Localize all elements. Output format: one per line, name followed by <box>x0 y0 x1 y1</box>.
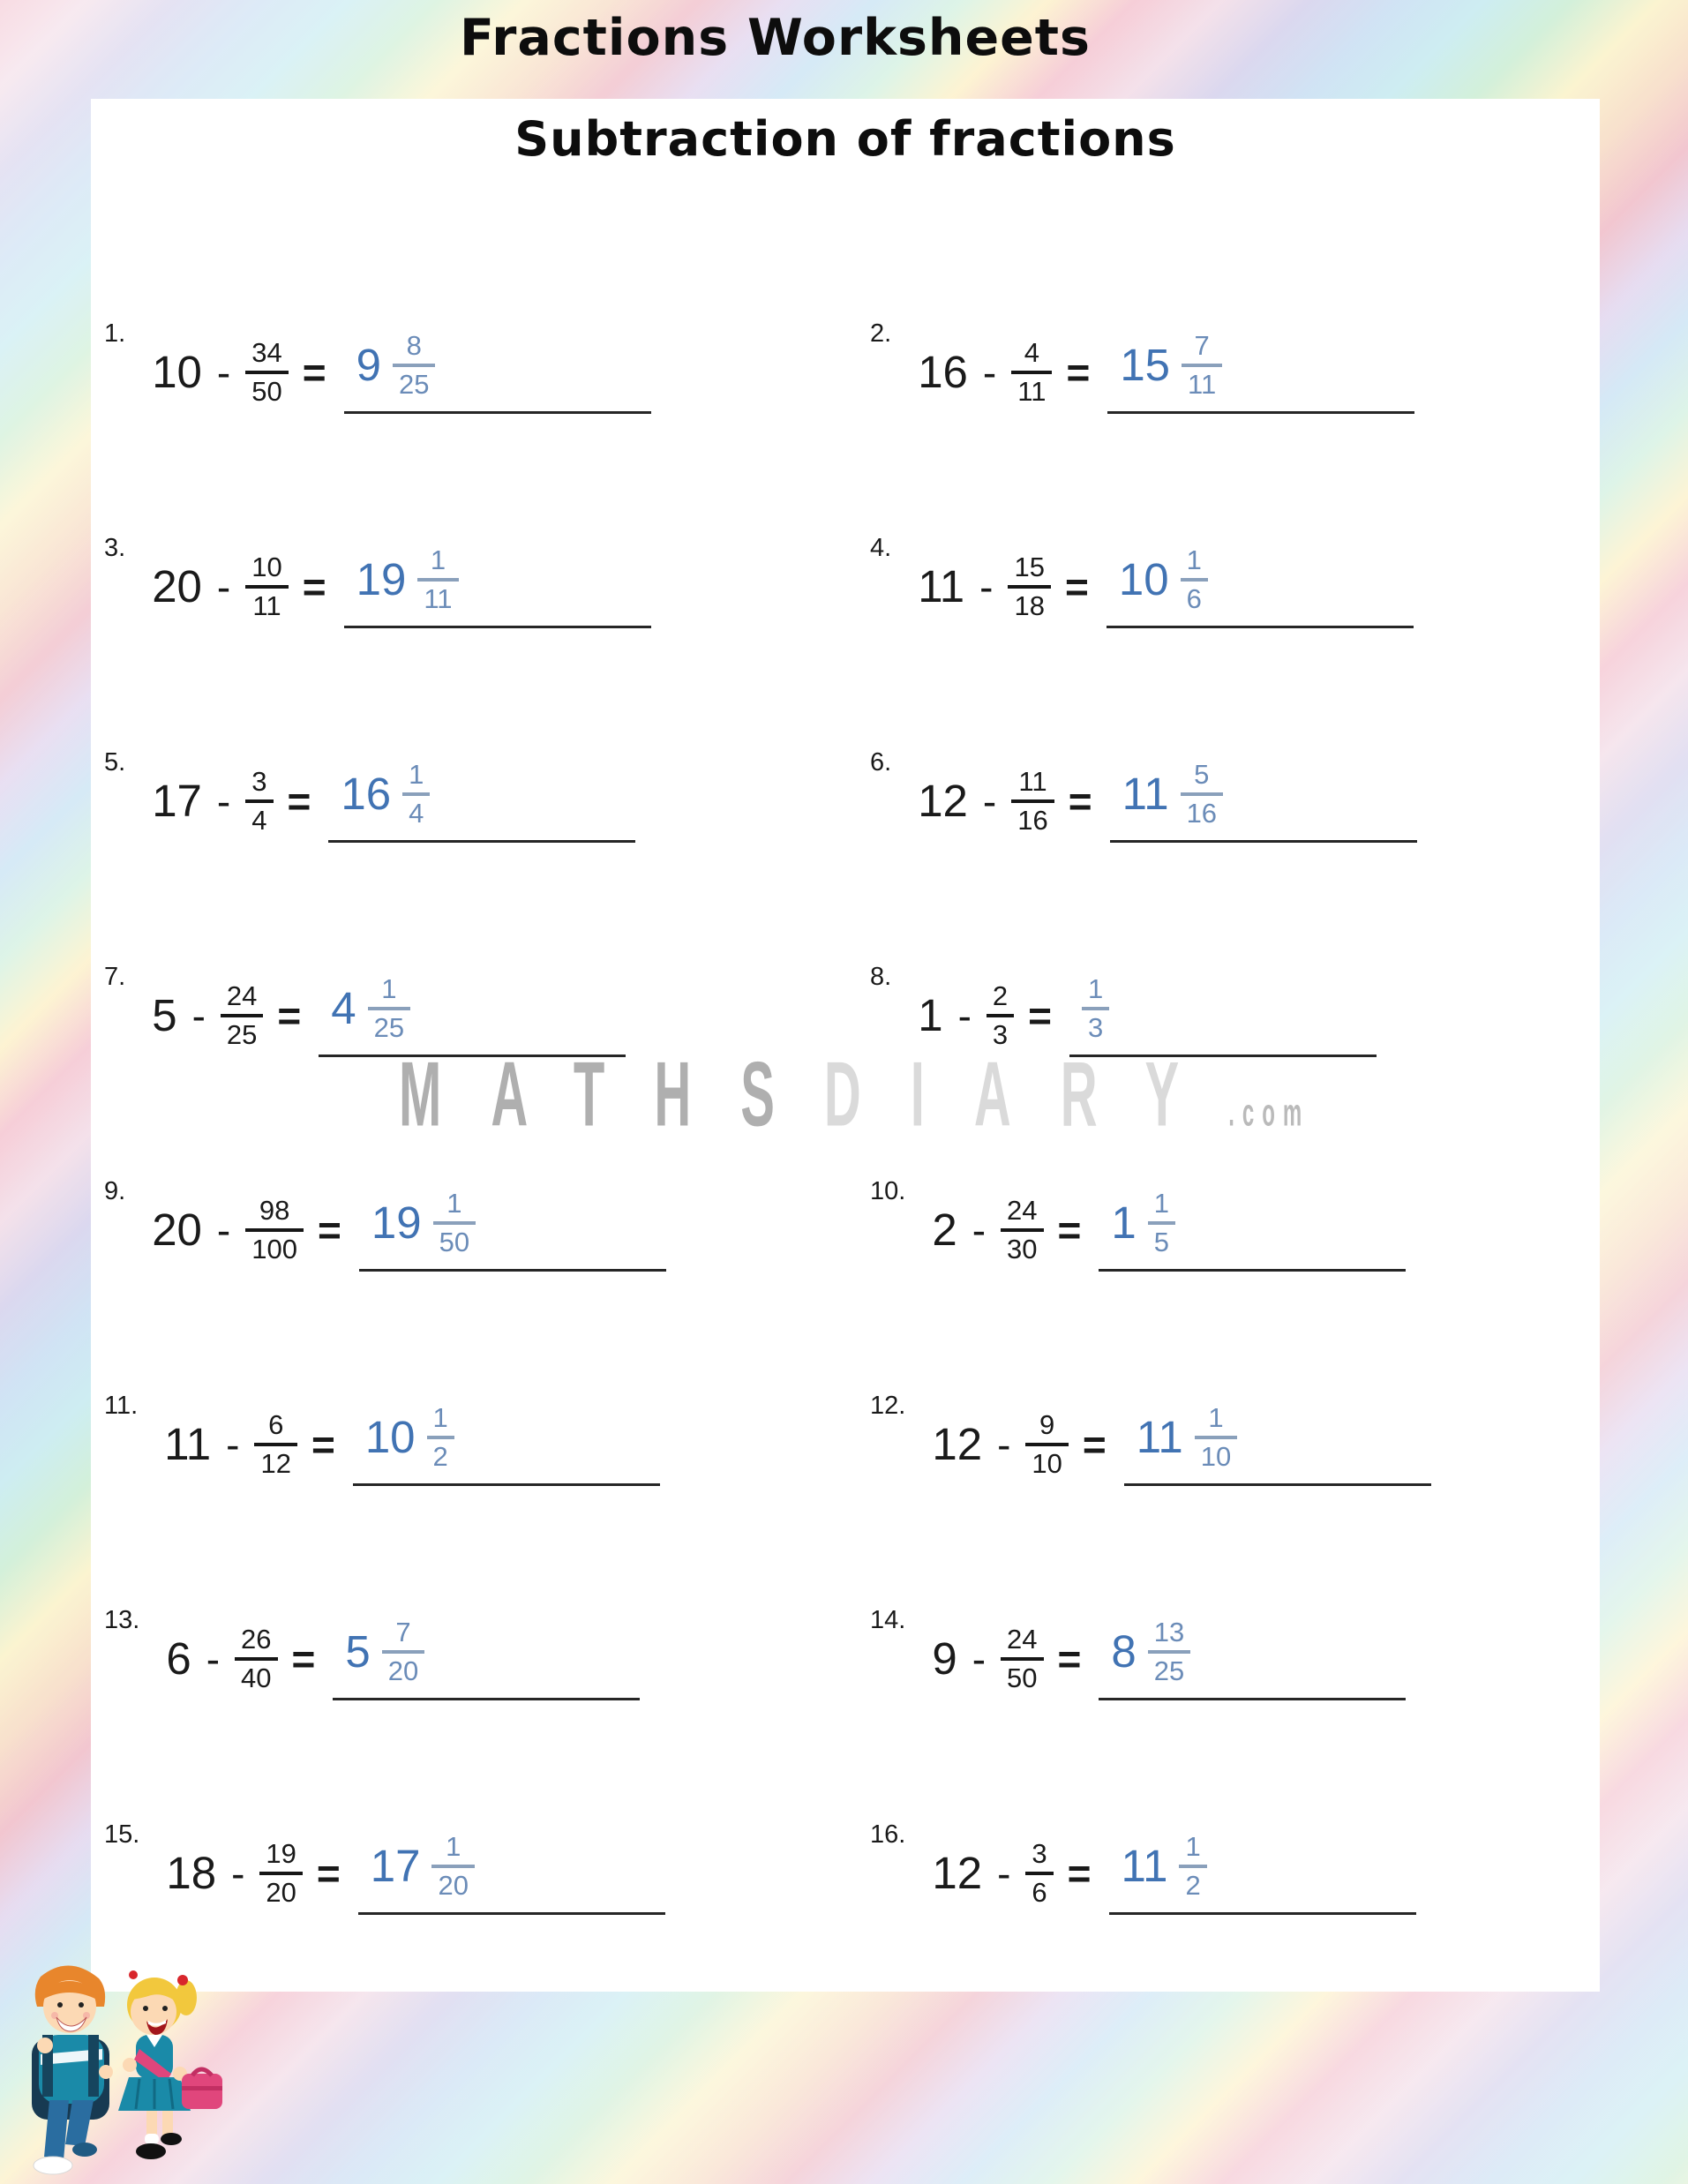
answer-fraction <box>427 1402 454 1472</box>
answer-blank-line <box>1069 973 1377 1057</box>
subtrahend-fraction <box>1025 1409 1068 1479</box>
problem-number: 10. <box>870 1177 906 1205</box>
minus-sign: - <box>972 1635 987 1682</box>
equals-sign: = <box>277 992 302 1039</box>
minus-sign: - <box>206 1635 221 1682</box>
answer-numerator: 1 <box>446 1187 462 1219</box>
answer-denominator: 6 <box>1186 582 1202 614</box>
fraction-bar <box>987 1014 1014 1017</box>
subtrahend-denominator: 6 <box>1032 1876 1047 1908</box>
subtrahend-fraction <box>245 552 288 621</box>
answer-blank-line <box>344 544 651 628</box>
answer-fraction-bar <box>433 1221 476 1225</box>
minus-sign: - <box>972 1206 987 1253</box>
equals-sign: = <box>317 1206 341 1253</box>
equals-sign: = <box>311 1421 335 1467</box>
minus-sign: - <box>216 1206 231 1253</box>
subtrahend-numerator: 3 <box>251 765 267 797</box>
problem-number: 2. <box>870 319 892 348</box>
problem-number: 11. <box>104 1392 139 1420</box>
answer-blank-line <box>358 1831 665 1915</box>
page-title-text: Fractions Worksheets <box>460 9 1091 67</box>
minuend: 12 <box>918 776 968 826</box>
minuend: 11 <box>918 561 965 612</box>
minus-sign: - <box>216 777 231 824</box>
subtrahend-denominator: 50 <box>1007 1662 1038 1693</box>
answer-whole-number: 5 <box>345 1626 371 1677</box>
answer-numerator: 1 <box>430 544 446 575</box>
subtrahend-numerator: 24 <box>1007 1623 1038 1655</box>
answer-numerator: 1 <box>1186 544 1202 575</box>
subtrahend-fraction <box>254 1409 296 1479</box>
answer-denominator: 16 <box>1186 797 1218 829</box>
subtrahend-numerator: 24 <box>226 979 258 1011</box>
subtrahend-denominator: 100 <box>251 1233 297 1265</box>
subtrahend-numerator: 24 <box>1007 1194 1038 1226</box>
problem-number: 13. <box>104 1606 140 1634</box>
problem-number: 12. <box>870 1392 906 1420</box>
equals-sign: = <box>291 1635 316 1682</box>
minus-sign: - <box>982 349 997 395</box>
problem-number: 16. <box>870 1820 906 1849</box>
answer-whole-number: 11 <box>1121 1841 1168 1891</box>
equals-sign: = <box>316 1850 341 1896</box>
subtrahend-numerator: 3 <box>1032 1837 1047 1869</box>
subtrahend-fraction <box>259 1838 302 1908</box>
problem-number: 5. <box>104 748 126 777</box>
answer-whole-number: 15 <box>1120 340 1171 390</box>
minus-sign: - <box>226 1421 240 1467</box>
answer-whole-number: 16 <box>341 769 392 819</box>
subtrahend-denominator: 11 <box>1017 375 1047 407</box>
fraction-bar <box>245 799 273 803</box>
subtrahend-fraction <box>221 980 263 1050</box>
answer-denominator: 2 <box>432 1440 448 1472</box>
answer-fraction <box>382 1617 424 1686</box>
problem-row <box>870 908 1597 1122</box>
answer-whole-number: 10 <box>1118 554 1169 604</box>
answer-blank-line <box>1099 1188 1406 1272</box>
answer-denominator: 3 <box>1088 1011 1104 1043</box>
answer-fraction <box>1195 1402 1237 1472</box>
problem-row <box>104 694 870 908</box>
answer-fraction-bar <box>368 1007 410 1010</box>
subtrahend-numerator: 26 <box>241 1623 272 1655</box>
answer-denominator: 25 <box>398 368 430 400</box>
problem-number: 6. <box>870 748 892 777</box>
fraction-bar <box>245 371 288 374</box>
worksheet-subtitle: Subtraction of fractions <box>514 111 1176 167</box>
fraction-bar <box>1011 371 1052 374</box>
problem-number: 15. <box>104 1820 140 1849</box>
subtrahend-fraction <box>1011 337 1052 407</box>
answer-fraction-bar <box>1181 578 1208 582</box>
subtrahend-denominator: 30 <box>1007 1233 1038 1265</box>
subtrahend-numerator: 98 <box>259 1194 290 1226</box>
equals-sign: = <box>302 349 326 395</box>
answer-whole-number: 19 <box>371 1197 422 1248</box>
problem-row <box>104 1122 870 1337</box>
problem-row <box>870 694 1597 908</box>
minus-sign: - <box>979 563 994 610</box>
answer-numerator: 1 <box>446 1830 461 1862</box>
subtrahend-denominator: 4 <box>251 804 267 836</box>
answer-fraction-bar <box>402 792 430 796</box>
answer-fraction <box>1148 1617 1190 1686</box>
answer-fraction-bar <box>1148 1650 1190 1654</box>
answer-numerator: 1 <box>1088 972 1104 1004</box>
subtrahend-fraction <box>235 1624 277 1693</box>
minuend: 2 <box>932 1205 957 1255</box>
problem-number: 14. <box>870 1606 906 1634</box>
answer-numerator: 1 <box>1208 1401 1224 1433</box>
equals-sign: = <box>1028 992 1053 1039</box>
problem-row <box>870 1122 1597 1337</box>
answer-denominator: 10 <box>1200 1440 1232 1472</box>
minus-sign: - <box>957 992 972 1039</box>
answer-denominator: 25 <box>373 1011 405 1043</box>
answer-numerator: 1 <box>432 1401 448 1433</box>
fraction-bar <box>1025 1872 1053 1875</box>
answer-fraction-bar <box>1082 1007 1109 1010</box>
answer-whole-number: 4 <box>331 983 356 1033</box>
problem-number: 7. <box>104 963 126 991</box>
answer-whole-number: 10 <box>364 1412 416 1462</box>
answer-fraction-bar <box>417 578 458 582</box>
minuend: 11 <box>164 1419 212 1469</box>
answer-fraction-bar <box>393 364 435 367</box>
minuend: 12 <box>932 1848 983 1898</box>
subtrahend-denominator: 40 <box>241 1662 272 1693</box>
minuend: 16 <box>918 347 968 397</box>
answer-blank-line <box>1107 544 1414 628</box>
answer-fraction <box>433 1188 476 1257</box>
answer-fraction <box>417 544 458 614</box>
answer-numerator: 7 <box>395 1616 411 1647</box>
problem-row <box>870 1337 1597 1551</box>
answer-denominator: 20 <box>387 1655 419 1686</box>
problem-row <box>870 1551 1597 1766</box>
answer-whole-number: 9 <box>356 340 381 390</box>
problem-number: 4. <box>870 534 892 562</box>
minus-sign: - <box>191 992 206 1039</box>
answer-fraction-bar <box>431 1865 474 1868</box>
answer-blank-line <box>319 973 626 1057</box>
subtrahend-fraction <box>1001 1624 1043 1693</box>
problem-row <box>870 265 1597 479</box>
answer-blank-line <box>359 1188 666 1272</box>
minus-sign: - <box>982 777 997 824</box>
problem-row <box>104 1766 870 1980</box>
subtrahend-numerator: 10 <box>251 551 282 582</box>
fraction-bar <box>1025 1443 1068 1446</box>
equals-sign: = <box>1082 1421 1107 1467</box>
answer-whole-number: 11 <box>1122 769 1169 819</box>
subtrahend-numerator: 34 <box>251 336 282 368</box>
minus-sign: - <box>997 1421 1011 1467</box>
subtrahend-denominator: 18 <box>1014 589 1045 621</box>
girl-figure <box>118 1970 222 2159</box>
subtrahend-fraction <box>245 1195 304 1265</box>
answer-denominator: 25 <box>1153 1655 1185 1686</box>
fraction-bar <box>245 1228 304 1232</box>
answer-fraction <box>393 330 435 400</box>
answer-denominator: 50 <box>439 1226 470 1257</box>
fraction-bar <box>259 1872 302 1875</box>
watermark-diary: DIARY <box>823 1042 1229 1146</box>
subtrahend-numerator: 15 <box>1014 551 1045 582</box>
answer-fraction <box>1182 330 1222 400</box>
answer-numerator: 13 <box>1153 1616 1185 1647</box>
minuend: 9 <box>932 1633 957 1684</box>
answer-blank-line <box>353 1402 660 1486</box>
answer-whole-number: 8 <box>1111 1626 1137 1677</box>
answer-denominator: 11 <box>424 582 453 614</box>
answer-blank-line <box>1107 330 1414 414</box>
fraction-bar <box>235 1657 277 1661</box>
answer-blank-line <box>1109 1831 1416 1915</box>
equals-sign: = <box>1066 349 1091 395</box>
answer-fraction <box>1179 1831 1206 1901</box>
minuend: 18 <box>166 1848 217 1898</box>
answer-numerator: 1 <box>1185 1830 1201 1862</box>
problem-row <box>104 1551 870 1766</box>
answer-fraction <box>431 1831 474 1901</box>
minuend: 20 <box>152 561 202 612</box>
answer-blank-line <box>328 759 635 843</box>
subtrahend-denominator: 50 <box>251 375 282 407</box>
subtrahend-fraction <box>1025 1838 1053 1908</box>
answer-numerator: 8 <box>406 329 422 361</box>
watermark-suffix: .com <box>1228 1092 1310 1136</box>
fraction-bar <box>1008 585 1050 589</box>
answer-fraction <box>1148 1188 1175 1257</box>
page-title <box>0 9 1688 67</box>
answer-fraction-bar <box>1179 1865 1206 1868</box>
equals-sign: = <box>1057 1206 1082 1253</box>
answer-denominator: 4 <box>409 797 424 829</box>
subtrahend-fraction <box>245 337 288 407</box>
equals-sign: = <box>302 563 326 610</box>
problem-row <box>104 479 870 694</box>
answer-fraction-bar <box>1195 1436 1237 1439</box>
watermark-maths: MATHS <box>399 1042 824 1146</box>
subtrahend-denominator: 10 <box>1032 1447 1062 1479</box>
answer-denominator: 11 <box>1188 368 1217 400</box>
problem-row <box>104 265 870 479</box>
minus-sign: - <box>997 1850 1011 1896</box>
answer-whole-number: 19 <box>356 554 407 604</box>
answer-fraction <box>368 973 410 1043</box>
answer-blank-line <box>344 330 651 414</box>
subtrahend-denominator: 25 <box>226 1018 258 1050</box>
problem-row <box>870 1766 1597 1980</box>
subtrahend-denominator: 3 <box>992 1018 1009 1050</box>
answer-fraction <box>1181 544 1208 614</box>
subtrahend-denominator: 11 <box>252 589 281 621</box>
problem-row <box>104 908 870 1122</box>
minuend: 5 <box>152 990 177 1040</box>
minuend: 10 <box>152 347 202 397</box>
subtrahend-numerator: 9 <box>1039 1408 1055 1440</box>
answer-blank-line <box>1099 1617 1406 1700</box>
equals-sign: = <box>287 777 311 824</box>
minuend: 20 <box>152 1205 202 1255</box>
subtrahend-denominator: 16 <box>1017 804 1048 836</box>
answer-denominator: 5 <box>1153 1226 1170 1257</box>
equals-sign: = <box>1068 777 1092 824</box>
subtrahend-fraction <box>987 980 1014 1050</box>
problems-grid <box>104 265 1597 1980</box>
fraction-bar <box>1001 1228 1043 1232</box>
answer-numerator: 7 <box>1194 329 1210 361</box>
minuend: 17 <box>152 776 202 826</box>
subtrahend-fraction <box>245 766 273 836</box>
problem-number: 9. <box>104 1177 126 1205</box>
equals-sign: = <box>1057 1635 1082 1682</box>
equals-sign: = <box>1067 1850 1092 1896</box>
problem-number: 8. <box>870 963 892 991</box>
answer-numerator: 1 <box>381 972 397 1004</box>
answer-fraction-bar <box>1181 792 1223 796</box>
fraction-bar <box>1011 799 1054 803</box>
fraction-bar <box>1001 1657 1043 1661</box>
fraction-bar <box>221 1014 263 1017</box>
problem-number: 3. <box>104 534 126 562</box>
subtrahend-fraction <box>1011 766 1054 836</box>
equals-sign: = <box>1064 563 1089 610</box>
answer-numerator: 1 <box>409 758 424 790</box>
subtrahend-numerator: 4 <box>1024 336 1039 368</box>
answer-numerator: 1 <box>1153 1187 1170 1219</box>
problem-number: 1. <box>104 319 126 348</box>
minus-sign: - <box>216 349 231 395</box>
answer-fraction <box>1181 759 1223 829</box>
boy-figure <box>32 1965 113 2174</box>
answer-blank-line <box>333 1617 640 1700</box>
subtrahend-numerator: 11 <box>1018 765 1047 797</box>
answer-fraction-bar <box>382 1650 424 1654</box>
answer-whole-number: 1 <box>1111 1197 1137 1248</box>
subtrahend-numerator: 19 <box>266 1837 296 1869</box>
answer-whole-number: 11 <box>1136 1412 1183 1462</box>
subtrahend-numerator: 2 <box>992 979 1009 1011</box>
minuend: 12 <box>932 1419 983 1469</box>
fraction-bar <box>245 585 288 589</box>
subtrahend-numerator: 6 <box>268 1408 284 1440</box>
subtrahend-fraction <box>1008 552 1050 621</box>
answer-denominator: 2 <box>1185 1869 1201 1901</box>
answer-fraction <box>402 759 430 829</box>
problem-row <box>104 1337 870 1551</box>
minuend: 1 <box>918 990 943 1040</box>
subtrahend-denominator: 20 <box>266 1876 296 1908</box>
answer-whole-number: 17 <box>370 1841 421 1891</box>
answer-fraction-bar <box>1148 1221 1175 1225</box>
subtrahend-fraction <box>1001 1195 1043 1265</box>
problem-row <box>870 479 1597 694</box>
answer-numerator: 5 <box>1194 758 1210 790</box>
school-kids-illustration <box>7 1961 232 2181</box>
minus-sign: - <box>216 563 231 610</box>
answer-fraction-bar <box>1182 364 1222 367</box>
fraction-bar <box>254 1443 296 1446</box>
answer-fraction-bar <box>427 1436 454 1439</box>
minus-sign: - <box>231 1850 245 1896</box>
answer-denominator: 20 <box>438 1869 469 1901</box>
minuend: 6 <box>166 1633 191 1684</box>
answer-fraction <box>1082 973 1109 1043</box>
subtrahend-denominator: 12 <box>260 1447 291 1479</box>
answer-blank-line <box>1110 759 1417 843</box>
answer-blank-line <box>1124 1402 1431 1486</box>
